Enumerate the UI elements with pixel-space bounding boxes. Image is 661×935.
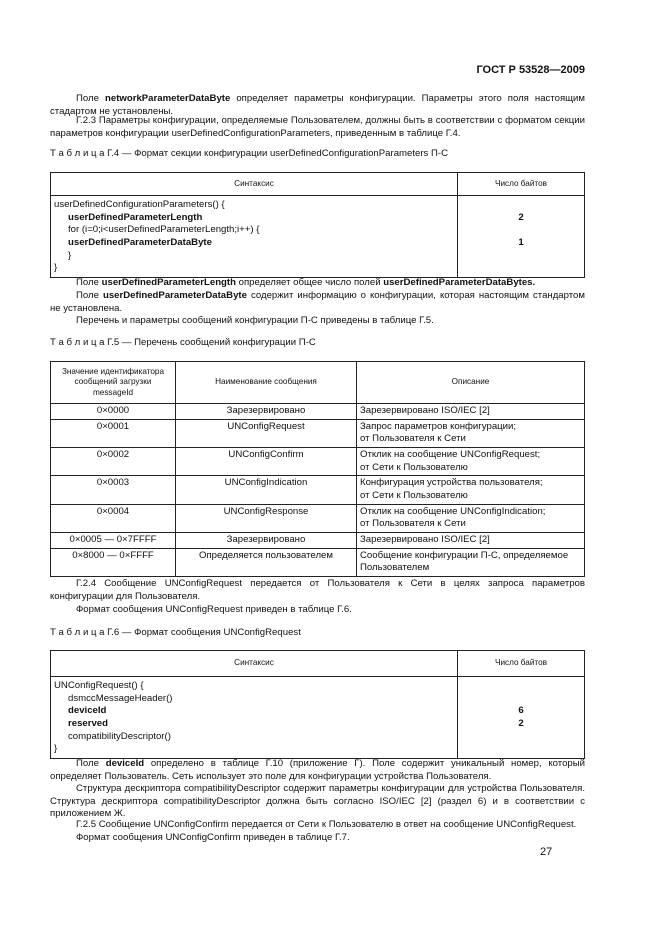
description-cell: [357, 532, 585, 548]
description-cell: [357, 476, 585, 504]
code-line: }: [68, 249, 72, 261]
text: определяет общее число полей: [235, 277, 384, 288]
syntax-cell: [51, 677, 458, 759]
paragraph-list-ref: Перечень и параметры сообщений конфигурации П-С приведены в таблице Г.5.: [76, 315, 434, 326]
code-line: userDefinedParameterDataByte: [68, 236, 212, 248]
code-line: userDefinedConfigurationParameters() {: [54, 199, 225, 210]
table-row: [51, 532, 585, 548]
table-5-caption: Т а б л и ц а Г.5 — Перечень сообщений конфигурации П-С: [50, 337, 316, 348]
table-row: [51, 504, 585, 532]
table-5: [50, 361, 585, 577]
paragraph-g24: Г.2.4 Сообщение UNConfigRequest передается от Пользователя к Сети в целях запроса параметров конфигурации для Пользователя.: [50, 578, 585, 602]
description-line: Запрос параметров конфигурации;: [360, 420, 517, 432]
message-name-cell: UNConfigConfirm: [176, 447, 357, 475]
description-line: от Сети к Пользователю: [360, 489, 468, 501]
field-name: userDefinedParameterDataBytes.: [383, 277, 536, 288]
column-header-bytes: Число байтов: [458, 173, 585, 196]
column-header-description: Описание: [357, 362, 585, 404]
code-line: reserved: [68, 717, 109, 729]
message-id-cell: 0×8000 — 0×FFFF: [51, 548, 176, 576]
byte-count: 2: [518, 717, 524, 729]
code-line: dsmccMessageHeader(): [68, 692, 173, 704]
column-header-message-id: Значение идентификатора сообщений загрузки messageId: [51, 362, 176, 404]
paragraph-g23: Г.2.3 Параметры конфигурации, определяемые Пользователем, должны быть в соответствии с форматом секции параметров конфигурации userDefinedConfigurationParameters, приведенным в таблице Г.4.: [50, 115, 585, 139]
message-id-cell: 0×0005 — 0×7FFFF: [51, 532, 176, 548]
column-header-message-name: Наименование сообщения: [176, 362, 357, 404]
text: Поле: [76, 277, 102, 288]
table-4: [50, 172, 585, 278]
text: определено в таблице Г.10 (приложение Г). Поле содержит уникальный номер, который определяет Пользователь. Сеть использует это поле для конфигурации устройства Пользователя.: [50, 758, 585, 782]
field-name: networkParameterDataByte: [105, 93, 231, 104]
description-line: Отклик на сообщение UNConfigRequest;: [360, 448, 541, 460]
message-id-cell: 0×0000: [51, 404, 176, 420]
code-line: }: [54, 743, 58, 755]
byte-count: 6: [518, 705, 524, 717]
message-name-cell: UNConfigIndication: [176, 476, 357, 504]
table-row: [51, 476, 585, 504]
description-cell: [357, 548, 585, 576]
table-row: [51, 419, 585, 447]
field-name: userDefinedParameterDataByte: [102, 290, 247, 301]
message-name-cell: Зарезервировано: [176, 532, 357, 548]
message-id-cell: 0×0002: [51, 447, 176, 475]
description-line: Зарезервировано ISO/IEC [2]: [360, 533, 490, 545]
text: Поле: [76, 290, 103, 301]
description-line: Пользователем: [360, 562, 430, 574]
code-line: for (i=0;i<userDefinedParameterLength;i++) {: [68, 224, 260, 236]
message-name-cell: UNConfigResponse: [176, 504, 357, 532]
description-line: от Пользователя к Сети: [360, 433, 466, 445]
message-name-cell: Определяется пользователем: [176, 548, 357, 576]
message-id-cell: 0×0003: [51, 476, 176, 504]
paragraph-param-length: [50, 277, 585, 290]
table-row: [51, 404, 585, 420]
message-id-cell: 0×0001: [51, 419, 176, 447]
message-id-cell: 0×0004: [51, 504, 176, 532]
field-name: userDefinedParameterLength: [101, 277, 236, 288]
byte-count: 1: [518, 236, 524, 248]
table-6: [50, 650, 585, 759]
table-4-caption: Т а б л и ц а Г.4 — Формат секции конфигурации userDefinedConfigurationParameters П-С: [50, 148, 449, 159]
syntax-cell: [51, 196, 458, 278]
paragraph-device-id: [50, 758, 585, 783]
paragraph-table6-ref: Формат сообщения UNConfigRequest приведен в таблице Г.6.: [76, 604, 352, 615]
description-line: от Пользователя к Сети: [360, 518, 466, 530]
code-line: deviceId: [68, 705, 107, 717]
message-name-cell: Зарезервировано: [176, 404, 357, 420]
bytes-cell: [458, 677, 585, 759]
column-header-syntax: Синтаксис: [51, 173, 458, 196]
description-cell: [357, 447, 585, 475]
message-name-cell: UNConfigRequest: [176, 419, 357, 447]
table-5-body: [51, 404, 585, 577]
description-line: от Сети к Пользователю: [360, 461, 468, 473]
text: Поле: [76, 93, 105, 104]
description-line: Отклик на сообщение UNConfigIndication;: [360, 505, 546, 517]
field-name: deviceId: [105, 758, 145, 769]
description-cell: [357, 419, 585, 447]
description-line: Сообщение конфигурации П-С, определяемое: [360, 549, 569, 561]
byte-count: 2: [518, 211, 524, 223]
table-6-caption: Т а б л и ц а Г.6 — Формат сообщения UNConfigRequest: [50, 627, 301, 638]
paragraph-compat-descriptor: Структура дескриптора compatibilityDescriptor содержит параметры конфигурации для устройства Пользователя. Структура дескриптора compatibilityDescriptor должна быть согласно ISO/IEC [2] (раздел 6) и в соответствии с приложением Ж.: [50, 783, 585, 820]
page-number: 27: [540, 846, 553, 858]
column-header-bytes: Число байтов: [458, 651, 585, 677]
paragraph-g25: Г.2.5 Сообщение UNConfigConfirm передается от Сети к Пользователю в ответ на сообщение UNConfigRequest.: [76, 819, 577, 830]
description-line: Конфигурация устройства пользователя;: [360, 477, 543, 489]
table-row: [51, 548, 585, 576]
table-row: [51, 447, 585, 475]
paragraph-table7-ref: Формат сообщения UNConfigConfirm приведен в таблице Г.7.: [76, 832, 350, 843]
code-line: UNConfigRequest() {: [54, 680, 144, 691]
text: определяет параметры конфигурации. Параметры этого поля настоящим стадартом не установлены.: [50, 93, 585, 117]
paragraph-param-data: [50, 290, 585, 315]
code-line: compatibilityDescriptor(): [68, 730, 171, 742]
description-line: Зарезервировано ISO/IEC [2]: [360, 405, 490, 416]
text: содержит информацию о конфигурации, которая настоящим стандартом не установлена.: [50, 290, 585, 314]
bytes-cell: [458, 196, 585, 278]
code-line: }: [54, 262, 58, 274]
code-line: userDefinedParameterLength: [68, 211, 203, 223]
document-header: ГОСТ Р 53528—2009: [476, 64, 585, 76]
column-header-syntax: Синтаксис: [51, 651, 458, 677]
description-cell: [357, 404, 585, 420]
description-cell: [357, 504, 585, 532]
text: Поле: [76, 758, 106, 769]
